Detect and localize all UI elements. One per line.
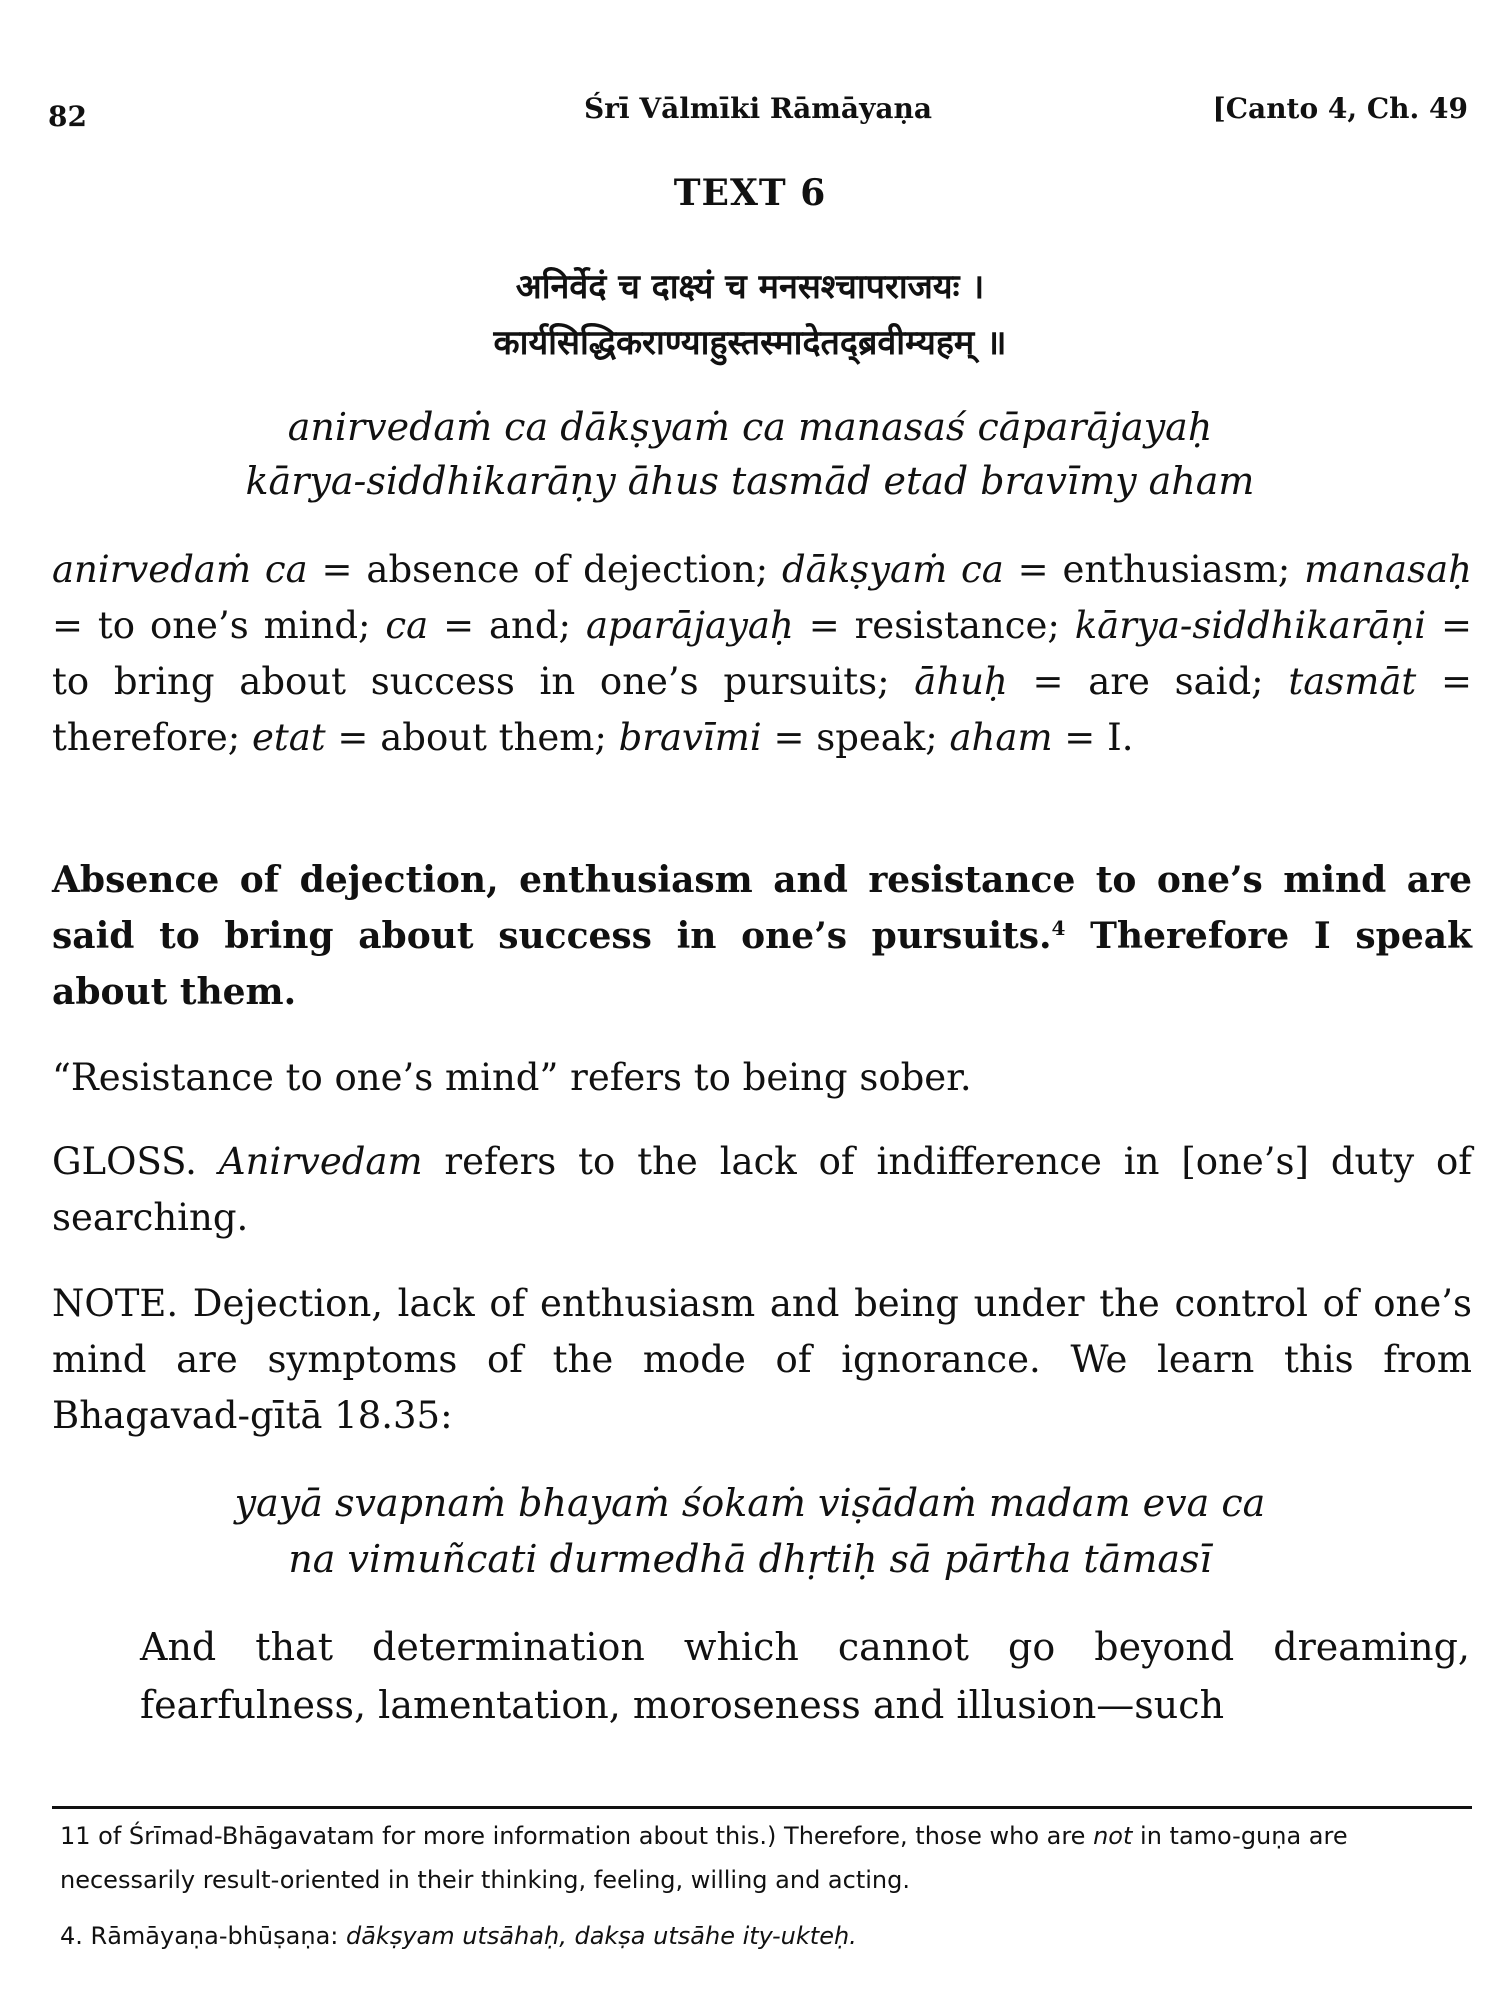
footnote-divider xyxy=(52,1806,1472,1809)
gita-translation: And that determination which cannot go beyond dreaming, fearfulness, lamentation, moroseness and illusion—such xyxy=(140,1625,1470,1727)
gita-verse-line-1: yayā svapnaṁ bhayaṁ śokaṁ viṣādaṁ madam eva ca xyxy=(234,1481,1266,1525)
footnote-4: 4. Rāmāyaṇa-bhūṣaṇa: dākṣyam utsāhaḥ, dakṣa utsāhe ity-ukteḥ. xyxy=(60,1922,857,1950)
gloss-paragraph: GLOSS. Anirvedam refers to the lack of indifference in [one’s] duty of searching. xyxy=(52,1140,1472,1239)
footnote-ref[interactable]: 4 xyxy=(1051,916,1066,940)
transliteration-line-2: kārya-siddhikarāṇy āhus tasmād etad bravīmy aham xyxy=(245,459,1255,503)
transliteration-line-1: anirvedaṁ ca dākṣyaṁ ca manasaś cāparājayaḥ xyxy=(287,405,1213,449)
footnote-continued: 11 of Śrīmad-Bhāgavatam for more information about this.) Therefore, those who are not in tamo-guṇa are necessarily result-oriented in their thinking, feeling, willing and acting. xyxy=(60,1822,1348,1894)
page-number: 82 xyxy=(48,100,87,133)
purport-sentence: “Resistance to one’s mind” refers to being sober. xyxy=(52,1056,972,1099)
running-header xyxy=(48,92,1468,132)
canto-chapter: [Canto 4, Ch. 49 xyxy=(1212,92,1468,125)
devanagari-line-2: कार्यसिद्धिकराण्याहुस्तस्मादेतद्ब्रवीम्यहम् ॥ xyxy=(493,323,1007,363)
gita-verse-line-2: na vimuñcati durmedhā dhṛtiḥ sā pārtha tāmasī xyxy=(288,1537,1212,1581)
note-paragraph: NOTE. Dejection, lack of enthusiasm and being under the control of one’s mind are symptoms of the mode of ignorance. We learn this from Bhagavad-gītā 18.35: xyxy=(52,1282,1472,1437)
synonyms: anirvedaṁ ca = absence of dejection; dākṣyaṁ ca = enthusiasm; manasaḥ = to one’s mind; ca = and; aparājayaḥ = resistance; kārya-siddhikarāṇi = to bring about success in one’s pursuits; āhuḥ = are said; tasmāt = therefore; etat = about them; bravīmi = speak; aham = I. xyxy=(52,548,1473,759)
devanagari-line-1: अनिर्वेदं च दाक्ष्यं च मनसश्चापराजयः । xyxy=(515,267,985,307)
text-heading: TEXT 6 xyxy=(673,172,827,214)
translation: Absence of dejection, enthusiasm and resistance to one’s mind are said to bring about success in one’s pursuits.$^4$ Therefore I speak about them. xyxy=(52,859,1472,1013)
book-title: Śrī Vālmīki Rāmāyaṇa xyxy=(583,92,932,125)
